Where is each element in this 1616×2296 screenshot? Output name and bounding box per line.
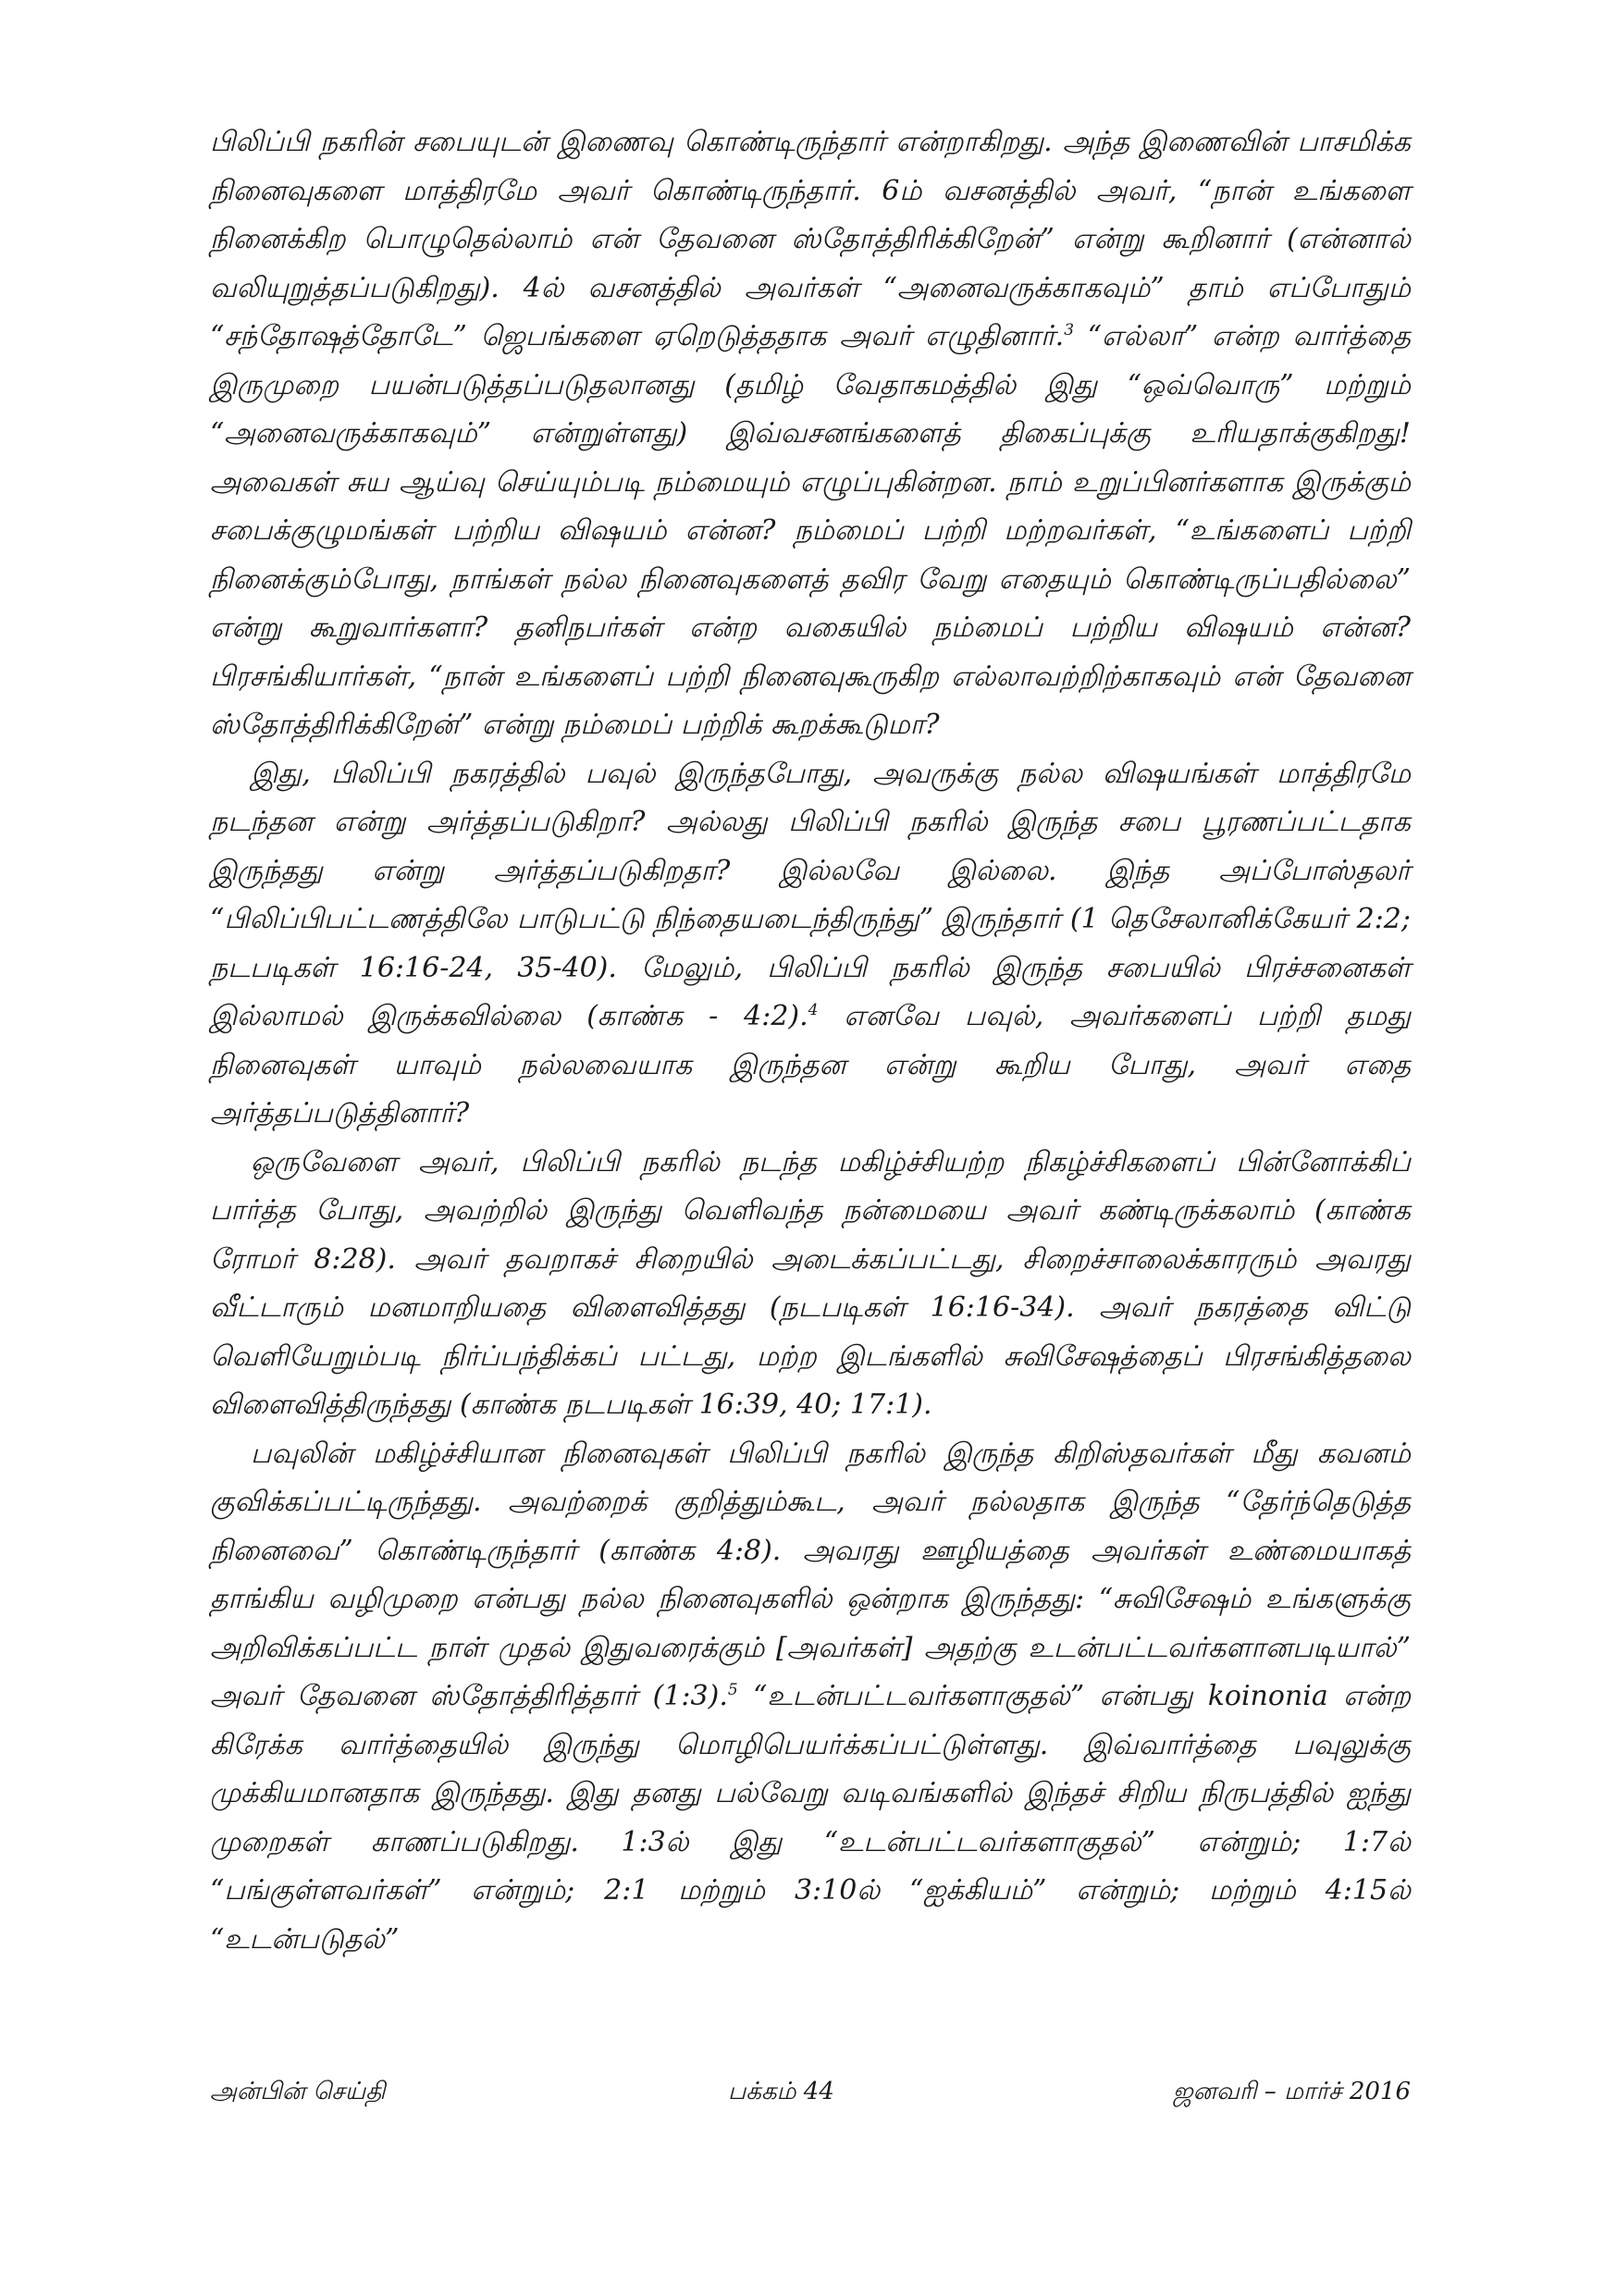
footer-publication-title: அன்பின் செய்தி [210, 2078, 386, 2105]
paragraph-4: பவுலின் மகிழ்ச்சியான நினைவுகள் பிலிப்பி நகரில் இருந்த கிறிஸ்தவர்கள் மீது கவனம் குவிக்கப்பட்டிருந்தது. அவற்றைக் குறித்தும்கூட, அவர் நல்லதாக இருந்த “தேர்ந்தெடுத்த நினைவை” கொண்டிருந்தார் (காண்க 4:8). அவரது ஊழியத்தை அவர்கள் உண்மையாகத் தாங்கிய வழிமுறை என்பது நல்ல நினைவுகளில் ஒன்றாக இருந்தது: “சுவிசேஷம் உங்களுக்கு அறிவிக்கப்பட்ட நாள் முதல் இதுவரைக்கும் [அவர்கள்] அதற்கு உடன்பட்டவர்களானபடியால்” அவர் தேவனை ஸ்தோத்திரித்தார் (1:3).$^5$ “உடன்பட்டவர்களாகுதல்” என்பது koinonia என்ற கிரேக்க வார்த்தையில் இருந்து மொழிபெயர்க்கப்பட்டுள்ளது. இவ்வார்த்தை பவுலுக்கு முக்கியமானதாக இருந்தது. இது தனது பல்வேறு வடிவங்களில் இந்தச் சிறிய நிருபத்தில் ஐந்து முறைகள் காணப்படுகிறது. 1:3ல் இது “உடன்பட்டவர்களாகுதல்” என்றும்; 1:7ல் “பங்குள்ளவர்கள்” என்றும்; 2:1 மற்றும் 3:10ல் “ஐக்கியம்” என்றும்; மற்றும் 4:15ல் “உடன்படுதல்” [210, 1437, 1411, 1956]
footer-page-number: பக்கம் 44 [728, 2078, 834, 2105]
footer-issue-date: ஜனவரி – மார்ச் 2016 [1173, 2078, 1411, 2105]
body-text [210, 118, 1411, 1964]
paragraph-2: இது, பிலிப்பி நகரத்தில் பவுல் இருந்தபோது, அவருக்கு நல்ல விஷயங்கள் மாத்திரமே நடந்தன என்று அர்த்தப்படுகிறா? அல்லது பிலிப்பி நகரில் இருந்த சபை பூரணப்பட்டதாக இருந்தது என்று அர்த்தப்படுகிறதா? இல்லவே இல்லை. இந்த அப்போஸ்தலர் “பிலிப்பிபட்டணத்திலே பாடுபட்டு நிந்தையடைந்திருந்து” இருந்தார் (1 தெசேலானிக்கேயர் 2:2; நடபடிகள் 16:16-24, 35-40). மேலும், பிலிப்பி நகரில் இருந்த சபையில் பிரச்சனைகள் இல்லாமல் இருக்கவில்லை (காண்க - 4:2).$^4$ எனவே பவுல், அவர்களைப் பற்றி தமது நினைவுகள் யாவும் நல்லவையாக இருந்தன என்று கூறிய போது, அவர் எதை அர்த்தப்படுத்தினார்? [210, 757, 1411, 1129]
footnote-ref-4: 4 [808, 1001, 819, 1019]
paragraph-3: ஒருவேளை அவர், பிலிப்பி நகரில் நடந்த மகிழ்ச்சியற்ற நிகழ்ச்சிகளைப் பின்னோக்கிப் பார்த்த போது, அவற்றில் இருந்து வெளிவந்த நன்மையை அவர் கண்டிருக்கலாம் (காண்க ரோமர் 8:28). அவர் தவறாகச் சிறையில் அடைக்கப்பட்டது, சிறைச்சாலைக்காரரும் அவரது வீட்டாரும் மனமாறியதை விளைவித்தது (நடபடிகள் 16:16-34). அவர் நகரத்தை விட்டு வெளியேறும்படி நிர்ப்பந்திக்கப் பட்டது, மற்ற இடங்களில் சுவிசேஷத்தைப் பிரசங்கித்தலை விளைவித்திருந்தது (காண்க நடபடிகள் 16:39, 40; 17:1). [210, 1145, 1411, 1421]
footnote-ref-3: 3 [1064, 321, 1075, 339]
footnote-ref-5: 5 [727, 1681, 738, 1699]
page-footer [210, 2078, 1411, 2115]
paragraph-1: பிலிப்பி நகரின் சபையுடன் இணைவு கொண்டிருந்தார் என்றாகிறது. அந்த இணைவின் பாசமிக்க நினைவுகளை மாத்திரமே அவர் கொண்டிருந்தார். 6ம் வசனத்தில் அவர், “நான் உங்களை நினைக்கிற பொழுதெல்லாம் என் தேவனை ஸ்தோத்திரிக்கிறேன்” என்று கூறினார் (என்னால் வலியுறுத்தப்படுகிறது). 4ல் வசனத்தில் அவர்கள் “அனைவருக்காகவும்” தாம் எப்போதும் “சந்தோஷத்தோடே” ஜெபங்களை ஏறெடுத்ததாக அவர் எழுதினார்.$^3$ “எல்லா” என்ற வார்த்தை இருமுறை பயன்படுத்தப்படுதலானது (தமிழ் வேதாகமத்தில் இது “ஒவ்வொரு” மற்றும் “அனைவருக்காகவும்” என்றுள்ளது) இவ்வசனங்களைத் திகைப்புக்கு உரியதாக்குகிறது! அவைகள் சுய ஆய்வு செய்யும்படி நம்மையும் எழுப்புகின்றன. நாம் உறுப்பினர்களாக இருக்கும் சபைக்குழுமங்கள் பற்றிய விஷயம் என்ன? நம்மைப் பற்றி மற்றவர்கள், “உங்களைப் பற்றி நினைக்கும்போது, நாங்கள் நல்ல நினைவுகளைத் தவிர வேறு எதையும் கொண்டிருப்பதில்லை” என்று கூறுவார்களா? தனிநபர்கள் என்ற வகையில் நம்மைப் பற்றிய விஷயம் என்ன? பிரசங்கியார்கள், “நான் உங்களைப் பற்றி நினைவுகூருகிற எல்லாவற்றிற்காகவும் என் தேவனை ஸ்தோத்திரிக்கிறேன்” என்று நம்மைப் பற்றிக் கூறக்கூடுமா? [210, 126, 1411, 741]
